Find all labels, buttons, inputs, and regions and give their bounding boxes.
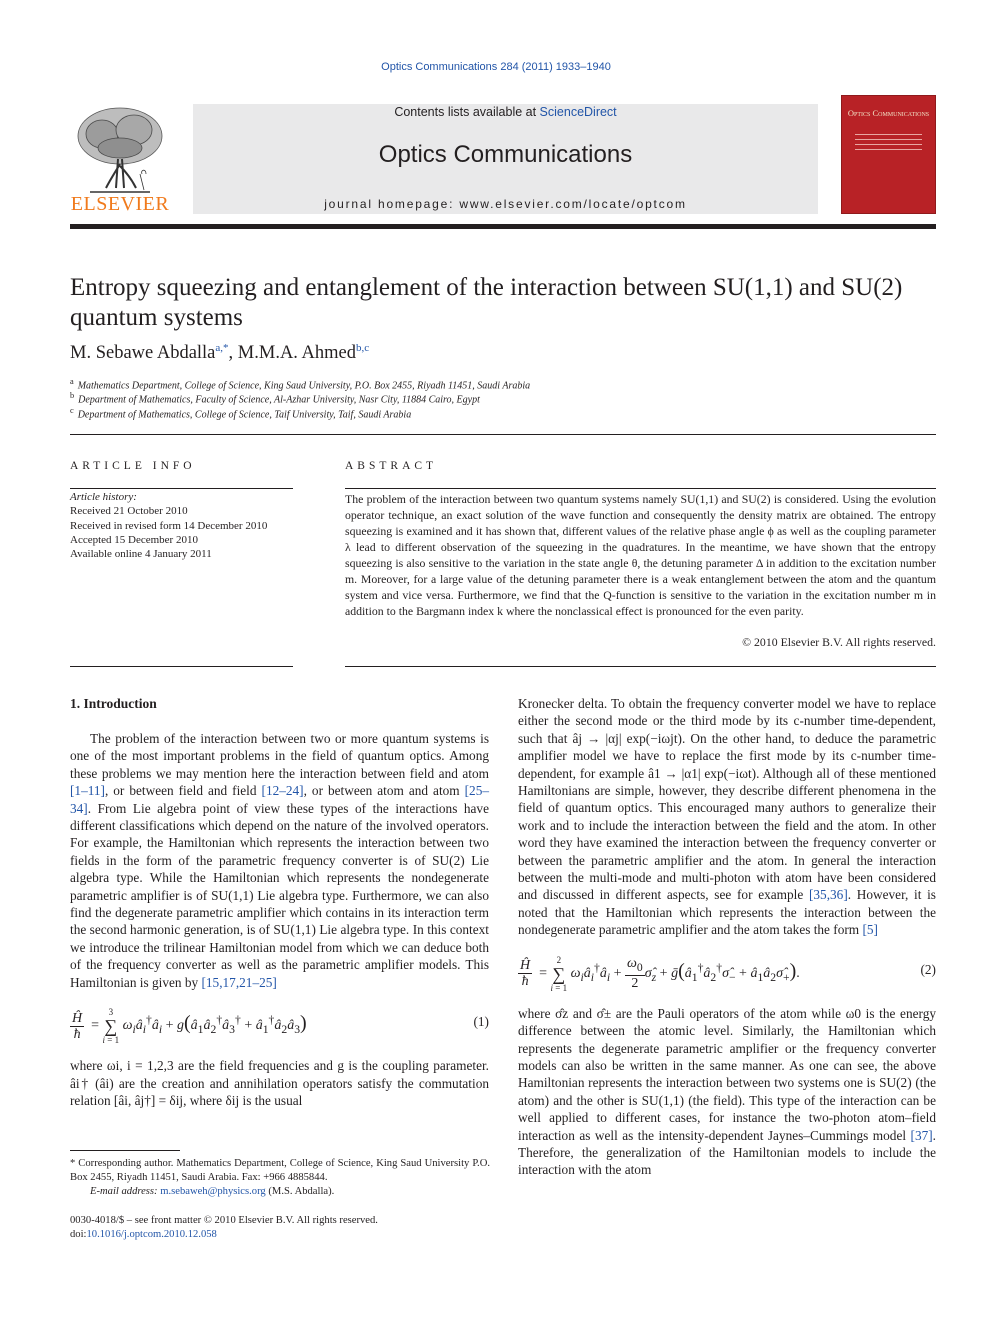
affiliation-text: Department of Mathematics, College of Science, Taif University, Taif, Saudi Arabia [77, 409, 412, 421]
text-run: The problem of the interaction between two or more quantum systems is one of the most important problems in the field of quantum optics. Among these problems we may mention here the interaction between field and atom [70, 731, 489, 781]
corresponding-author-note: * Corresponding author. Mathematics Department, College of Science, King Saud University P.O. Box 2455, Riyadh 11451, Saudi Arabia. Fax: +966 4885844. [70, 1158, 490, 1183]
header-rule [70, 224, 936, 229]
equation-2-body: $\frac{Ĥ}{ħ}$ = 2 ∑ i = 1 $\omega_iâ_i^\dagger â_i$ + $\frac{\omega_0}{2}$ $\sigmâ_z$ + $ḡ(â_1^\dagger â_2^\dagger\sigmâ_-$ + $â_1â_2\sigmâ_+$). [520, 954, 800, 993]
affiliation-mark: c [70, 406, 74, 415]
paragraph [518, 1005, 936, 1179]
citation-link[interactable]: [5] [862, 922, 878, 938]
author-list [70, 342, 369, 364]
text-run: where σ̂z and σ̂± are the Pauli operators of the atom while ω0 is the energy difference between the atomic level. Similarly, the Hamiltonian which represents the degenerate parametric amplifier or the frequency converter models can also be written in the same manner. As one can see, the above Hamiltonian represents the interaction between two systems one is SU(2) (the atom) and the other is SU(1,1) (the field). This type of the interaction can be well applied to different cases, for instance the two-photon atom–field interaction as well as the intensity-dependent Jaynes–Cummings model [518, 1005, 936, 1143]
copyright-notice: © 2010 Elsevier B.V. All rights reserved. [742, 635, 936, 649]
body-column-right [518, 695, 936, 1179]
citation-link[interactable]: [15,17,21–25] [201, 974, 277, 990]
paragraph [70, 1057, 489, 1109]
text-run: , or between atom and atom [303, 783, 465, 799]
email-label: E-mail address: [90, 1186, 161, 1197]
journal-homepage[interactable]: journal homepage: www.elsevier.com/locate/optcom [324, 197, 687, 211]
email-link[interactable]: m.sebaweh@physics.org [160, 1186, 266, 1197]
equation-1 [70, 1001, 489, 1051]
citation-link[interactable]: [35,36] [808, 887, 848, 903]
divider [345, 666, 936, 667]
contents-prefix: Contents lists available at [394, 105, 540, 119]
text-run: Kronecker delta. To obtain the frequency converter model we have to replace either the second mode or the third mode by its c-number time-dependent, such that âj → |αj| exp(−iωjt). On the other hand, to deduce the parametric amplifier model we have to replace the first mode by its c-number time-dependent, for example â1 → |α1| exp(−iωt). Although all of these mentioned Hamiltonians are simple, however, they describe different phenomena in the field of quantum optics. This encouraged many authors to generalize their work and to include the interaction between the field and the atom. In other word they have examined the interaction between the frequency converter or between the parametric amplifier and the atom. In general the interaction between the multi-mode and multi-photon with atom have been considered and discussed in different aspects, see for example [518, 696, 936, 903]
equation-1-body: $\frac{Ĥ}{ħ}$ = 3 ∑ i = 1 $\omega_iâ_i^\dagger â_i$ + $g(â_1â_2^\dagger â_3^\dagger$ + $â_1^\dagger â_2â_3$) [72, 1007, 307, 1046]
email-note [70, 1185, 510, 1199]
affiliation-text: Mathematics Department, College of Science, King Saud University, P.O. Box 2455, Riyadh 11451, Saudi Arabia [77, 380, 531, 392]
divider [70, 666, 293, 667]
author-affiliation-mark[interactable]: b,c [356, 342, 370, 354]
footnote-rule [70, 1150, 180, 1151]
abstract-heading: ABSTRACT [345, 460, 438, 472]
text-run: . Therefore, the generalization of the Hamiltonian models to include the interaction with the atom [518, 1127, 936, 1178]
divider [345, 488, 936, 489]
email-suffix: (M.S. Abdalla). [265, 1186, 335, 1197]
citation-link[interactable]: [25–34] [70, 783, 489, 816]
doi-label: doi: [70, 1229, 87, 1240]
article-history [70, 490, 293, 561]
issn-line: 0030-4018/$ – see front matter © 2010 Elsevier B.V. All rights reserved. [70, 1215, 378, 1226]
affiliation-text: Department of Mathematics, Faculty of Science, Al-Azhar University, Nasr City, 11884 Cairo, Egypt [78, 394, 480, 406]
citation-link[interactable]: [1–11] [70, 783, 105, 799]
citation-link[interactable]: [37] [910, 1127, 933, 1143]
journal-cover-thumbnail[interactable] [841, 95, 936, 214]
paragraph [70, 730, 489, 991]
article-info-heading: ARTICLE INFO [70, 460, 196, 472]
doi-link[interactable]: 10.1016/j.optcom.2010.12.058 [86, 1229, 217, 1240]
journal-citation-link[interactable]: Optics Communications 284 (2011) 1933–1940 [381, 61, 611, 73]
equation-number: (2) [920, 961, 936, 977]
affiliation-mark: b [70, 391, 75, 400]
paragraph [518, 695, 936, 939]
affiliation [70, 406, 411, 420]
affiliation-mark: a [70, 377, 74, 386]
contents-line [193, 105, 818, 119]
cover-title: Optics Communications [847, 108, 930, 118]
doi-line [70, 1228, 490, 1242]
author-affiliation-mark[interactable]: a,* [215, 342, 229, 354]
divider [70, 434, 936, 435]
history-label: Article history: [70, 491, 137, 503]
text-run: , or between field and field [104, 783, 262, 799]
online-date: Available online 4 January 2011 [70, 548, 212, 561]
author-name[interactable]: M. Sebawe Abdalla [70, 343, 216, 364]
equation-2 [518, 949, 936, 999]
cover-decoration [855, 134, 922, 154]
affiliation [70, 377, 530, 391]
author-name[interactable]: M.M.A. Ahmed [237, 343, 356, 364]
publisher-name: ELSEVIER [70, 193, 170, 215]
revised-date: Received in revised form 14 December 2010 [70, 519, 268, 532]
received-date: Received 21 October 2010 [70, 505, 188, 518]
text-run: . From Lie algebra point of view these types of the interactions have different classifications which depend on the nature of the involved operators. For example, the Hamiltonian which represents the interaction between two fields in the form of the parametric frequency converter is of SU(2) Lie algebra type. While the Hamiltonian which represents the nondegenerate parametric amplifier is of SU(1,1) Lie algebra type. Furthermore, we can also find the degenerate parametric amplifier which contains in its interaction term the second harmonic generation, is of SU(1,1) Lie algebra type. In this context we introduce the trilinear Hamiltonian model from which we can deduce both of the frequency converter as well as the parametric amplifier models. This Hamiltonian is given by [70, 800, 489, 990]
affiliation [70, 391, 480, 405]
citation-link[interactable]: [12–24] [261, 783, 304, 799]
equation-number: (1) [473, 1014, 489, 1030]
author-separator: , [228, 343, 238, 364]
section-heading: 1. Introduction [70, 696, 157, 711]
accepted-date: Accepted 15 December 2010 [70, 533, 198, 546]
text-run: where ωi, i = 1,2,3 are the field frequencies and g is the coupling parameter. âi† (âi) are the creation and annihilation operators satisfy the commutation relation [âi, âj†] = δij, where δij is the usual [70, 1058, 489, 1108]
journal-name: Optics Communications [378, 141, 633, 168]
text-run: . However, it is noted that the Hamiltonian which represents the interaction between the nondegenerate parametric amplifier and the atom takes the form [518, 887, 936, 938]
divider [70, 488, 293, 489]
paper-title: Entropy squeezing and entanglement of the interaction between SU(1,1) and SU(2) quantum systems [70, 274, 903, 331]
sciencedirect-link[interactable]: ScienceDirect [539, 105, 617, 119]
abstract-text: The problem of the interaction between two quantum systems namely SU(1,1) and SU(2) is considered. Using the evolution operator technique, an exact solution of the wave function and consequently the density matrix are obtained. The entropy squeezing is examined and it has shown that, different values of the relative phase angle ϕ as well as the coupling parameter λ lead to different observation of the squeezing in the quadratures. In the meantime, we have shown that the entropy squeezing is also sensitive to the variation in the state angle θ, the detuning parameter Δ in addition to the excitation number m. Moreover, for a large value of the detuning parameter there is a weak entanglement between the atom and the quantum system and vice versa. Furthermore, we find that the Q-function is sensitive to the variation in the excitation number m in addition to the Bargmann index k where the nonclassical effect is pronounced for the even parity. [345, 492, 936, 618]
body-column-left [70, 730, 489, 1109]
